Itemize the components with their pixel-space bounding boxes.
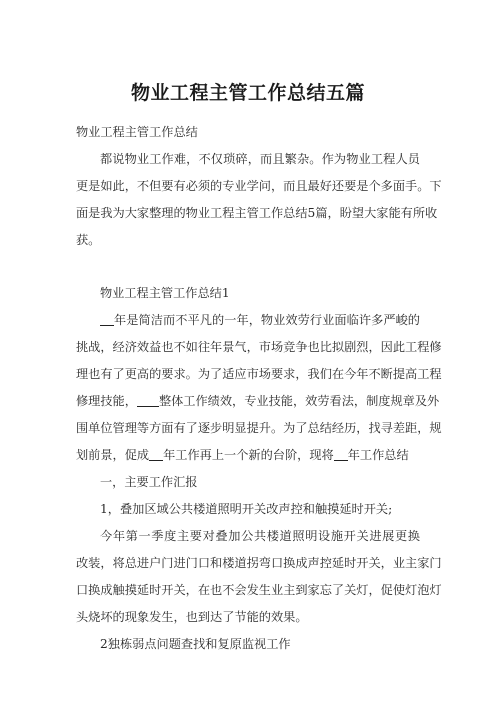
intro-line: 获。	[76, 233, 101, 247]
intro-line: 更是如此，不但要有必须的专业学问，而且最好还要是个多面手。下	[76, 179, 442, 193]
paragraph-line: 今年第一季度主要对叠加公共楼道照明设施开关进展更换	[100, 529, 420, 543]
paragraph-line: 年是简洁而不平凡的一年，物业效劳行业面临许多严峻的	[100, 313, 420, 327]
intro-line: 面是我为大家整理的物业工程主管工作总结5篇，盼望大家能有所收	[76, 206, 438, 220]
blank-underline	[137, 394, 159, 407]
paragraph-line: 挑战，经济效益也不如往年景气，市场竞争也比拟剧烈，因此工程修	[76, 340, 442, 354]
paragraph-line: 划前景，促成 年工作再上一个新的台阶，现将 年工作总结	[76, 448, 409, 462]
blank-underline	[149, 448, 163, 461]
heading-1: 一，主要工作汇报	[100, 475, 198, 489]
document-title: 物业工程主管工作总结五篇	[130, 82, 365, 104]
paragraph-line: 改装，将总进户门进门口和楼道拐弯口换成声控延时开关，业主家门	[76, 556, 442, 570]
paragraph-line: 围单位管理等方面有了逐步明显提升。为了总结经历，找寻差距，规	[76, 421, 442, 435]
paragraph-line: 理也有了更高的要求。为了适应市场要求，我们在今年不断提高工程	[76, 367, 442, 381]
blank-underline	[100, 313, 114, 326]
paragraph-line: 口换成触摸延时开关，在也不会发生业主到家忘了关灯，促使灯泡灯	[76, 583, 442, 597]
list-item: 2独栋弱点问题查找和复原监视工作	[100, 637, 291, 651]
paragraph-line: 修理技能， 整体工作绩效，专业技能，效劳看法，制度规章及外	[76, 394, 440, 408]
blank-underline	[334, 448, 348, 461]
paragraph-line: 头烧坏的现象发生，也到达了节能的效果。	[76, 610, 308, 624]
section-heading: 物业工程主管工作总结1	[100, 286, 230, 300]
list-item: 1，叠加区域公共楼道照明开关改声控和触摸延时开关;	[100, 502, 393, 516]
document-subtitle: 物业工程主管工作总结	[76, 125, 198, 139]
intro-line: 都说物业工作难，不仅琐碎，而且繁杂。作为物业工程人员	[100, 152, 420, 166]
